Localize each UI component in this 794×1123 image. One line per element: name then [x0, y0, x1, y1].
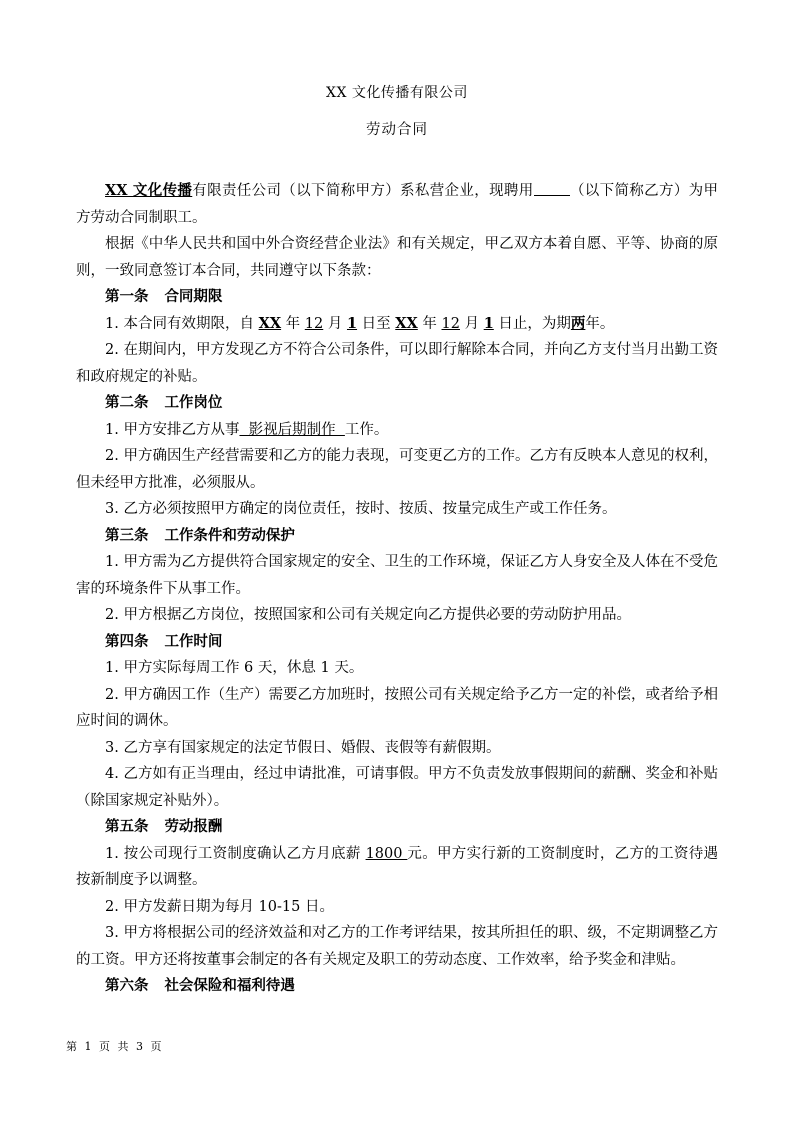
start-day: 1 [346, 314, 358, 332]
article-4-clause-4: 4. 乙方如有正当理由，经过申请批准，可请事假。甲方不负责发放事假期间的薪酬、奖金和补贴（除国家规定补贴外）。 [76, 766, 718, 809]
article-4-clause-2: 2. 甲方确因工作（生产）需要乙方加班时，按照公司有关规定给予乙方一定的补偿，或者给予相应时间的调休。 [76, 686, 718, 729]
clause-text: 1. 按公司现行工资制度确认乙方月底薪 [105, 845, 366, 862]
clause-text: 元。甲方实行新的工资制度时，乙方的工资待遇按新制度予以调整。 [76, 845, 719, 888]
end-year: XX [395, 314, 418, 332]
page-footer [66, 1038, 165, 1054]
base-salary: 1800 [365, 845, 408, 862]
intro-text-end: （以下简称乙方）为甲方劳动合同制职工。 [76, 183, 719, 226]
article-2-clause-2: 2. 甲方确因生产经营需要和乙方的能力表现，可变更乙方的工作。乙方有反映本人意见的权利，但未经甲方批准，必须服从。 [76, 448, 718, 491]
party-b-name-blank [534, 181, 570, 196]
intro-text: 有限责任公司（以下简称甲方）系私营企业，现聘用 [192, 183, 534, 199]
job-position: 影视后期制作 [239, 421, 345, 438]
article-number: 第三条 [105, 526, 149, 544]
article-5-clause-3: 3. 甲方将根据公司的经济效益和对乙方的工作考评结果，按其所担任的职、级，不定期调整乙方的工资。甲方还将按董事会制定的各有关规定及职工的劳动态度、工作效率，给予奖金和津贴。 [76, 925, 718, 968]
intro-paragraph-2: 根据《中华人民共和国中外合资经营企业法》和有关规定，甲乙双方本着自愿、平等、协商的原则，一致同意签订本合同，共同遵守以下条款： [76, 236, 718, 279]
article-title: 工作岗位 [164, 394, 223, 411]
intro-paragraph-1 [76, 178, 718, 231]
article-4-heading [76, 629, 718, 656]
clause-text: 1. 甲方安排乙方从事 [105, 421, 240, 438]
contract-body [76, 178, 718, 1000]
article-3-heading [76, 523, 718, 550]
article-1-clause-2: 2. 在期间内，甲方发现乙方不符合公司条件，可以即行解除本合同，并向乙方支付当月出勤工资和政府规定的补贴。 [76, 342, 718, 385]
contract-term: 两 [570, 314, 586, 332]
clause-text: 日止，为期 [493, 315, 571, 332]
clause-text: 年。 [585, 315, 615, 332]
footer-text: 第 [66, 1040, 78, 1053]
article-2-clause-1 [76, 417, 718, 444]
document-title: 劳动合同 [366, 122, 428, 138]
article-5-clause-2: 2. 甲方发薪日期为每月 10-15 日。 [105, 898, 334, 915]
article-6-heading [76, 973, 718, 1000]
article-title: 合同期限 [164, 288, 223, 305]
article-number: 第六条 [105, 977, 149, 994]
article-1-heading [76, 284, 718, 311]
article-4-clause-3: 3. 乙方享有国家规定的法定节假日、婚假、丧假等有薪假期。 [105, 739, 501, 756]
article-1-clause-1 [76, 311, 718, 338]
footer-text: 页 [99, 1040, 111, 1053]
article-title: 工作条件和劳动保护 [164, 526, 295, 544]
start-month: 12 [304, 315, 324, 332]
article-number: 第四条 [105, 632, 149, 650]
clause-text: 日至 [357, 315, 396, 332]
start-year: XX [258, 314, 282, 332]
article-number: 第一条 [105, 288, 149, 305]
article-4-clause-1: 1. 甲方实际每周工作 6 天，休息 1 天。 [105, 660, 364, 676]
company-header: XX 文化传播有限公司 [326, 85, 468, 101]
article-number: 第二条 [105, 394, 149, 411]
clause-text: 月 [459, 315, 484, 332]
article-3-clause-1: 1. 甲方需为乙方提供符合国家规定的安全、卫生的工作环境，保证乙方人身安全及人体在不受危害的环境条件下从事工作。 [76, 554, 718, 597]
article-5-heading [76, 814, 718, 841]
article-title: 工作时间 [164, 632, 223, 650]
article-title: 劳动报酬 [164, 818, 223, 835]
current-page-number: 1 [84, 1040, 92, 1053]
article-2-clause-3: 3. 乙方必须按照甲方确定的岗位责任，按时、按质、按量完成生产或工作任务。 [105, 501, 617, 517]
total-page-count: 3 [136, 1040, 144, 1053]
article-title: 社会保险和福利待遇 [164, 977, 295, 994]
end-month: 12 [441, 315, 460, 332]
clause-text: 年 [417, 315, 442, 332]
clause-text: 年 [281, 315, 305, 332]
article-2-heading [76, 390, 718, 417]
party-a-name: XX 文化传播 [105, 182, 193, 199]
clause-text: 月 [323, 315, 347, 332]
footer-text: 页 [150, 1040, 162, 1053]
article-3-clause-2: 2. 甲方根据乙方岗位，按照国家和公司有关规定向乙方提供必要的劳动防护用品。 [105, 607, 631, 623]
article-5-clause-1 [76, 841, 718, 894]
footer-text: 共 [117, 1040, 129, 1053]
article-number: 第五条 [105, 818, 149, 835]
clause-text: 1. 本合同有效期限，自 [105, 315, 259, 332]
end-day: 1 [483, 314, 494, 332]
clause-text: 工作。 [344, 421, 389, 438]
